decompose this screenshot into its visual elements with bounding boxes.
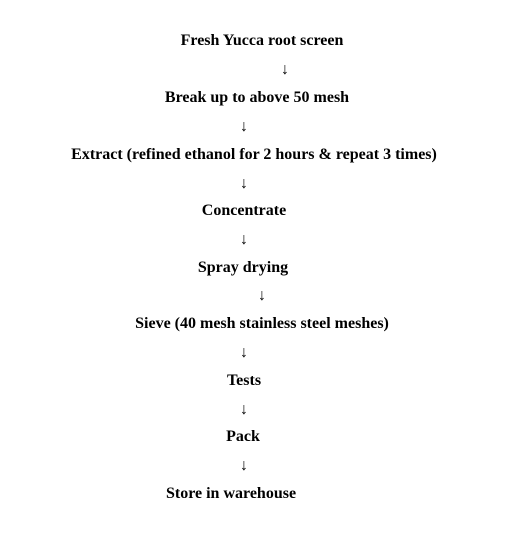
down-arrow-icon: ↓ [240,175,248,192]
step-sieve: Sieve (40 mesh stainless steel meshes) [135,315,389,332]
down-arrow-icon: ↓ [240,118,248,135]
step-break-up: Break up to above 50 mesh [164,89,350,106]
down-arrow-icon: ↓ [240,401,248,418]
down-arrow-icon: ↓ [258,287,266,304]
step-store-in-warehouse: Store in warehouse [165,485,297,502]
step-spray-drying: Spray drying [197,259,289,276]
step-tests: Tests [226,372,262,389]
step-fresh-yucca-root-screen: Fresh Yucca root screen [180,32,344,49]
down-arrow-icon: ↓ [240,231,248,248]
down-arrow-icon: ↓ [240,457,248,474]
step-extract: Extract (refined ethanol for 2 hours & repeat 3 times) [71,146,437,163]
step-concentrate: Concentrate [201,202,287,219]
down-arrow-icon: ↓ [281,61,289,78]
step-pack: Pack [226,428,260,445]
down-arrow-icon: ↓ [240,344,248,361]
